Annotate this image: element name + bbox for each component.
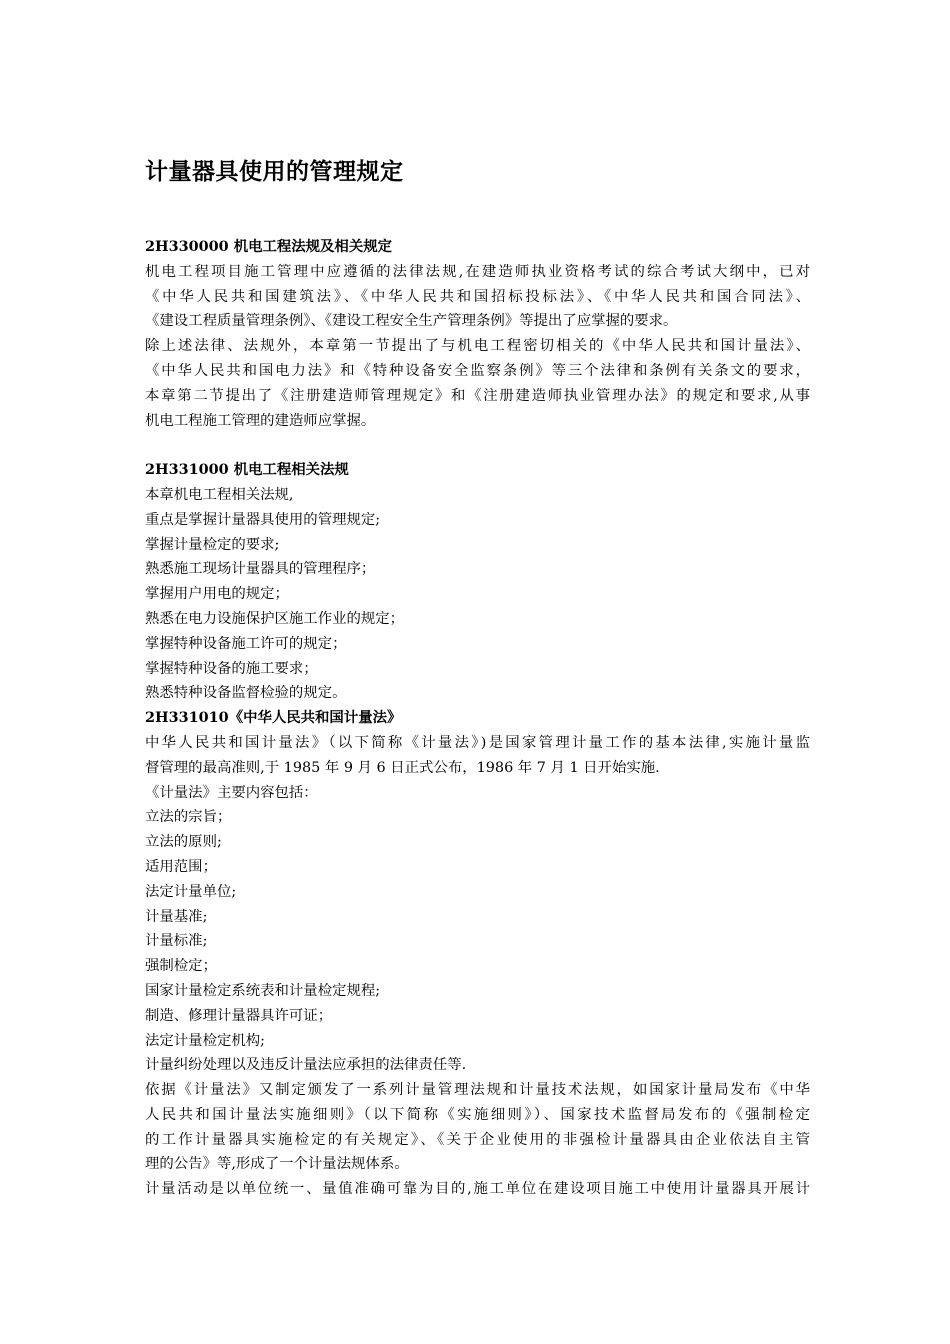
document-title: 计量器具使用的管理规定 xyxy=(145,159,404,185)
paragraph-line: 《中华人民共和国电力法》和《特种设备安全监察条例》等三个法律和条例有关条文的要求， xyxy=(145,362,810,379)
spacer xyxy=(145,433,810,458)
list-item: 法定计量单位; xyxy=(145,883,237,900)
list-item: 熟悉在电力设施保护区施工作业的规定； xyxy=(145,610,405,627)
list-item: 适用范围； xyxy=(145,858,217,875)
list-item: 法定计量检定机构; xyxy=(145,1032,265,1049)
paragraph-line: 机电工程项目施工管理中应遵循的法律法规,在建造师执业资格考试的综合考试大纲中，已对 xyxy=(145,263,810,280)
list-item: 国家计量检定系统表和计量检定规程; xyxy=(145,982,381,999)
paragraph-line: 计量活动是以单位统一、量值准确可靠为目的,施工单位在建设项目施工中使用计量器具开展计 xyxy=(145,1181,810,1198)
list-item: 掌握特种设备施工许可的规定； xyxy=(145,635,347,652)
paragraph-line: 除上述法律、法规外，本章第一节提出了与机电工程密切相关的《中华人民共和国计量法》、 xyxy=(145,338,810,355)
paragraph-line: 人民共和国计量法实施细则》（以下简称《实施细则》）、国家技术监督局发布的《强制检定 xyxy=(145,1106,810,1123)
paragraph-line: 的工作计量器具实施检定的有关规定》、《关于企业使用的非强检计量器具由企业依法自主管 xyxy=(145,1131,810,1148)
list-item: 掌握计量检定的要求; xyxy=(145,536,280,553)
paragraph-line: 依据《计量法》又制定颁发了一系列计量管理法规和计量技术法规，如国家计量局发布《中华 xyxy=(145,1082,810,1099)
list-item: 掌握用户用电的规定； xyxy=(145,586,289,603)
list-item: 重点是掌握计量器具使用的管理规定; xyxy=(145,511,381,528)
paragraph-line: 《建设工程质量管理条例》、《建设工程安全生产管理条例》等提出了应掌握的要求。 xyxy=(145,313,678,330)
list-item: 强制检定； xyxy=(145,958,217,975)
section-heading: 2H331010《中华人民共和国计量法》 xyxy=(145,709,402,727)
list-item: 立法的原则; xyxy=(145,834,222,851)
list-item: 计量基准; xyxy=(145,908,208,925)
paragraph-line: 《中华人民共和国建筑法》、《中华人民共和国招标投标法》、《中华人民共和国合同法》、 xyxy=(145,288,810,305)
list-item: 熟悉特种设备监督检验的规定。 xyxy=(145,685,347,702)
list-item: 本章机电工程相关法规, xyxy=(145,486,294,503)
paragraph-line: 本章第二节提出了《注册建造师管理规定》和《注册建造师执业管理办法》的规定和要求,从事 xyxy=(145,387,810,404)
list-item: 计量标准; xyxy=(145,933,208,950)
list-item: 掌握特种设备的施工要求； xyxy=(145,660,318,677)
paragraph-line: 督管理的最高准则,于 1985 年 9 月 6 日正式公布，1986 年 7 月 1 日开始实施. xyxy=(145,759,660,776)
section-heading: 2H331000 机电工程相关法规 xyxy=(145,461,349,479)
document-body xyxy=(145,235,810,1202)
paragraph-line: 理的公告》等,形成了一个计量法规体系。 xyxy=(145,1156,409,1173)
paragraph-line: 中华人民共和国计量法》（以下简称《计量法》)是国家管理计量工作的基本法律,实施计量监 xyxy=(145,734,810,751)
list-item: 《计量法》主要内容包括： xyxy=(145,784,318,801)
list-item: 计量纠纷处理以及违反计量法应承担的法律责任等. xyxy=(145,1057,467,1074)
list-item: 制造、修理计量器具许可证； xyxy=(145,1007,333,1024)
section-heading: 2H330000 机电工程法规及相关规定 xyxy=(145,238,392,255)
list-item: 立法的宗旨； xyxy=(145,809,232,826)
list-item: 熟悉施工现场计量器具的管理程序； xyxy=(145,561,376,578)
paragraph-line: 机电工程施工管理的建造师应掌握。 xyxy=(145,412,376,429)
